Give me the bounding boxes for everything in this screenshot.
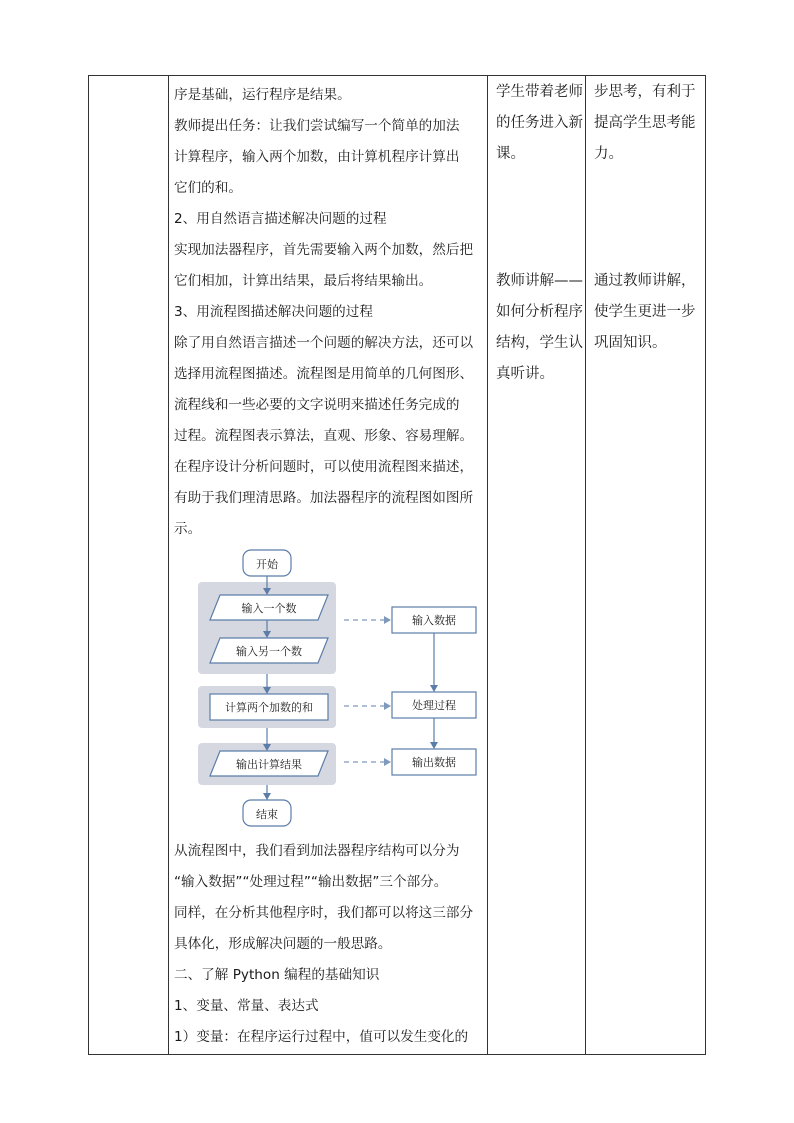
student-activity-block — [496, 77, 583, 170]
design-intent-column — [585, 76, 706, 351]
output-data-label: 输出数据 — [412, 756, 456, 769]
content-line: 实现加法器程序，首先需要输入两个加数，然后把 — [174, 242, 474, 258]
student-activity-block — [496, 266, 583, 390]
input2-label: 输入另一个数 — [236, 645, 302, 658]
content-line: 序是基础，运行程序是结果。 — [174, 87, 351, 103]
cell-line: 教师讲解—— — [496, 273, 583, 289]
output-label: 输出计算结果 — [236, 758, 302, 771]
content-line: 示。 — [174, 521, 202, 537]
adder-flowchart — [110, 546, 490, 832]
content-line: 计算程序，输入两个加数，由计算机程序计算出 — [174, 149, 460, 165]
cell-line: 巩固知识。 — [594, 335, 667, 351]
student-activity-column — [487, 76, 585, 382]
content-line: 在程序设计分析问题时，可以使用流程图来描述， — [174, 459, 474, 475]
content-text-top — [174, 80, 487, 545]
start-label: 开始 — [256, 558, 278, 571]
content-line: 除了用自然语言描述一个问题的解决方法，还可以 — [174, 335, 474, 351]
content-line: 1、变量、常量、表达式 — [174, 998, 319, 1014]
input-first-number-node — [210, 595, 328, 620]
content-line: 从流程图中，我们看到加法器程序结构可以分为 — [174, 843, 460, 859]
input-second-number-node — [210, 638, 328, 663]
content-line: 流程线和一些必要的文字说明来描述任务完成的 — [174, 397, 460, 413]
output-result-node — [210, 751, 328, 776]
content-line: 1）变量：在程序运行过程中，值可以发生变化的 — [174, 1029, 469, 1045]
cell-line: 结构，学生认 — [496, 335, 583, 351]
cell-line: 学生带着老师 — [496, 84, 583, 100]
content-line: 它们的和。 — [174, 180, 242, 196]
cell-line: 的任务进入新 — [496, 115, 583, 131]
cell-line: 使学生更进一步 — [594, 304, 696, 320]
end-label: 结束 — [256, 808, 278, 821]
cell-line: 提高学生思考能 — [594, 115, 696, 131]
process-stage-label: 处理过程 — [412, 699, 456, 712]
cell-line: 通过教师讲解， — [594, 273, 696, 289]
cell-line: 力。 — [594, 146, 623, 162]
process-sum-node — [210, 694, 328, 720]
process-stage — [392, 692, 476, 718]
start-node — [243, 550, 291, 576]
mapping-arrows — [344, 620, 390, 762]
cell-line: 课。 — [496, 146, 525, 162]
design-intent-block — [594, 77, 696, 170]
content-line: 过程。流程图表示算法，直观、形象、容易理解。 — [174, 428, 474, 444]
content-text-bottom — [174, 836, 473, 1053]
output-data-stage — [392, 749, 476, 775]
content-line: 选择用流程图描述。流程图是用简单的几何图形、 — [174, 366, 474, 382]
input-data-stage — [392, 607, 476, 633]
content-line: 同样，在分析其他程序时，我们都可以将这三部分 — [174, 905, 474, 921]
design-intent-block — [594, 266, 696, 359]
content-line: “输入数据”“处理过程”“输出数据”三个部分。 — [174, 874, 448, 890]
content-line: 具体化，形成解决问题的一般思路。 — [174, 936, 392, 952]
content-line: 3、用流程图描述解决问题的过程 — [174, 304, 373, 320]
process-label: 计算两个加数的和 — [225, 701, 313, 714]
input1-label: 输入一个数 — [241, 602, 297, 615]
section-heading: 二、了解 Python 编程的基础知识 — [174, 967, 380, 983]
content-line: 有助于我们理清思路。加法器程序的流程图如图所 — [174, 490, 474, 506]
content-line: 教师提出任务：让我们尝试编写一个简单的加法 — [174, 118, 460, 134]
input-data-label: 输入数据 — [412, 614, 456, 627]
cell-line: 如何分析程序 — [496, 304, 583, 320]
cell-line: 真听讲。 — [496, 366, 554, 382]
column-divider — [585, 76, 586, 1054]
cell-line: 步思考，有利于 — [594, 84, 696, 100]
content-line: 2、用自然语言描述解决问题的过程 — [174, 211, 387, 227]
end-node — [243, 800, 291, 826]
content-line: 它们相加，计算出结果，最后将结果输出。 — [174, 273, 433, 289]
